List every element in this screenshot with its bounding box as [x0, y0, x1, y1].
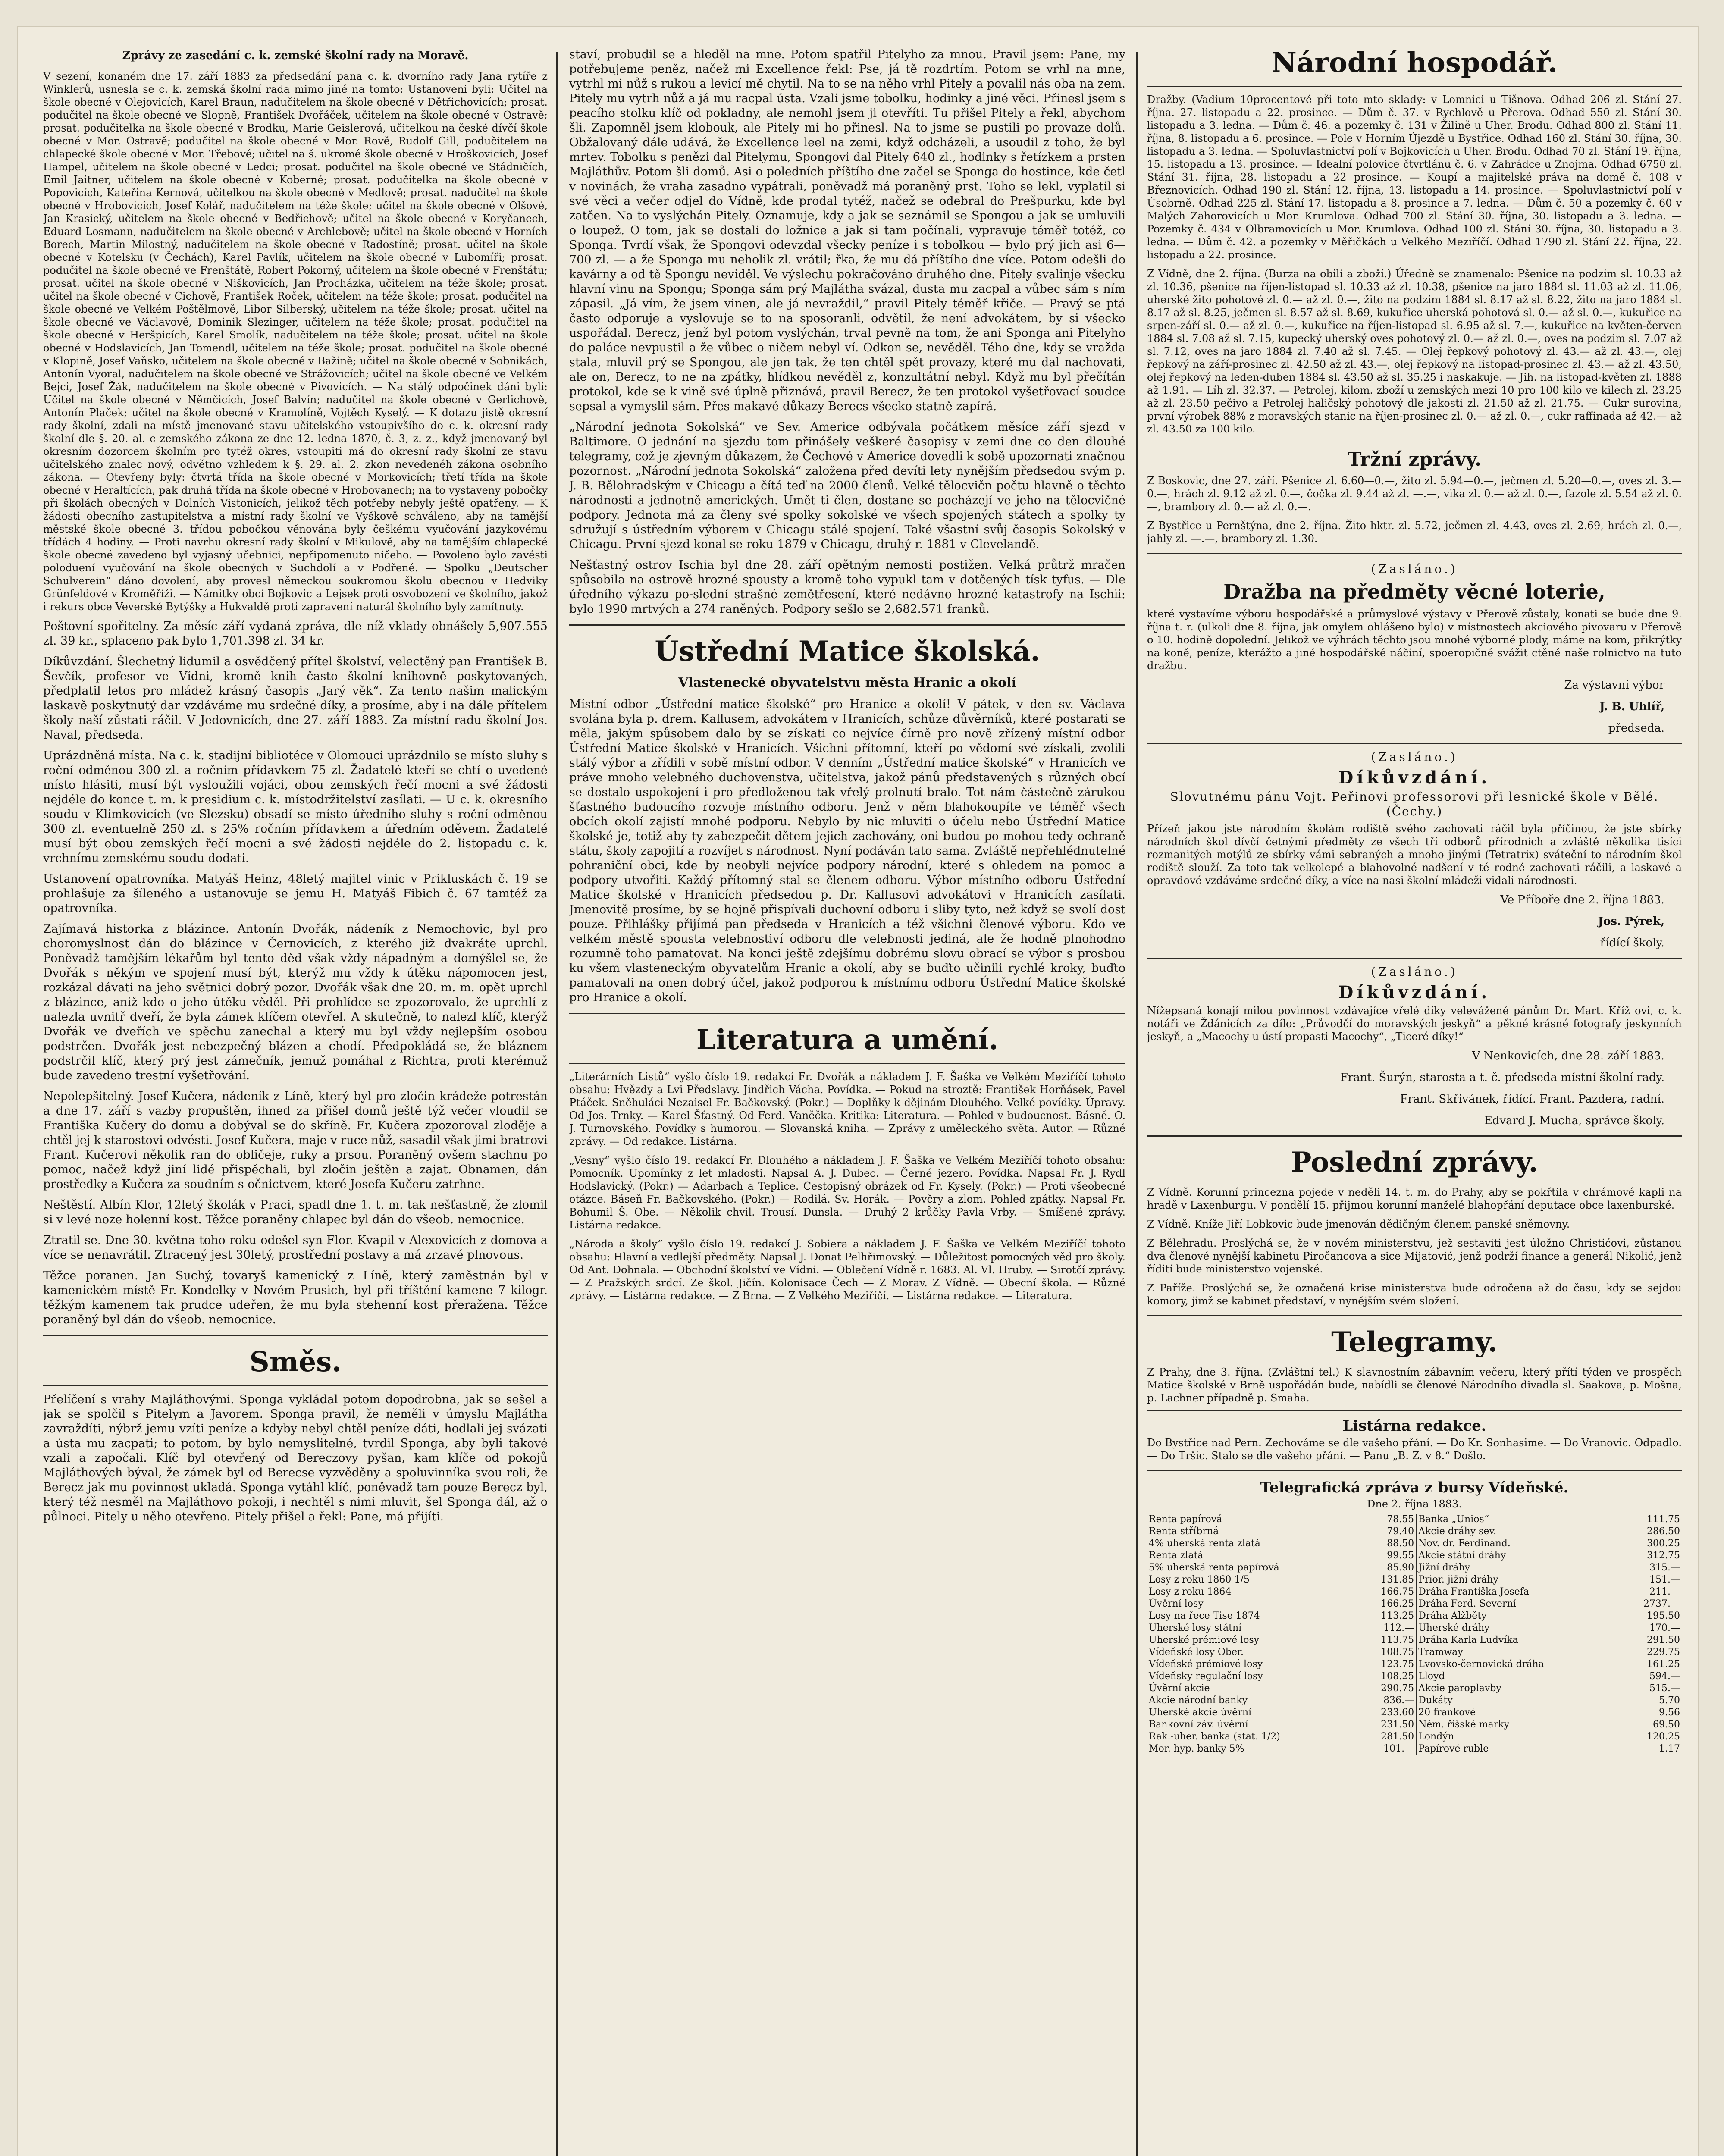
bourse-name-right: Akcie paroplavby	[1416, 1683, 1619, 1695]
guardian-note: Ustanovení opatrovníka. Matyáš Heinz, 48letý majitel vinic v Prikluskách č. 19 se prohlašuje za šíleného a ustanovuje se jemu H. Matyáš Fibich č. 67 tamtéž za opatrovníka.	[43, 872, 548, 915]
bourse-value-left: 85.90	[1387, 1562, 1414, 1573]
bourse-name-right: Dráha Františka Josefa	[1416, 1586, 1619, 1598]
bourse-value-left: 112.—	[1383, 1623, 1414, 1633]
bourse-value-right: 161.25	[1647, 1659, 1680, 1670]
signature-line: Frant. Šurýn, starosta a t. č. předseda místní školní rady.	[1340, 1071, 1664, 1084]
news-paris: Z Paříže. Proslýchá se, že označená krise ministerstva bude odročena až do času, kdy se sejdou komory, jimž se kabinet představí, v nynějším svém složení.	[1147, 1282, 1682, 1307]
signature-line: Ve Příboře dne 2. října 1883.	[1500, 893, 1664, 906]
divider	[1147, 1410, 1682, 1411]
news-vienna-2: Z Vídně. Kníže Jiří Lobkovic bude jmenován dědičným členem panské sněmovny.	[1147, 1218, 1570, 1230]
bourse-value-right: 211.—	[1649, 1586, 1680, 1597]
divider	[569, 1063, 1125, 1064]
bourse-name-left: Vídeňské losy Ober.	[1149, 1647, 1244, 1658]
bourse-row	[1147, 1550, 1682, 1562]
signature-line: Edvard J. Mucha, správce školy.	[1484, 1114, 1664, 1127]
bourse-value-right: 5.70	[1659, 1695, 1680, 1706]
signature-line: Frant. Skřivánek, řídící. Frant. Pazdera, radní.	[1400, 1093, 1664, 1106]
bourse-name-right: 20 frankové	[1416, 1707, 1619, 1719]
bourse-value-right: 9.56	[1659, 1707, 1680, 1718]
literary-listy-note: „Literárních Listů“ vyšlo číslo 19. redakcí Fr. Dvořák a nákladem J. F. Šaška ve Velkém Meziříčí tohoto obsahu: Hvězdy a Lvi Předslavy. Jindřich Vácha. Povídka. — Pokud na stroztě: František Horňásek, Pavel Ptáček. Sněhuláci Nezaisel Fr. Bačkovský. (Pokr.) — Doplňky k dějinám Dlouhého. Velké povídky. Úpravy. Od Jos. Trnky. — Karel Šťastný. Od Ferd. Vaněčka. Kritika: Literatura. — Pohled v budoucnost. Básně. O. J. Turnovského. Povídky s humorou. — Slovanská kniha. — Zprávy z uměleckého světa. Autor. — Různé zprávy. — Od redakce. Listárna.	[569, 1071, 1125, 1147]
bourse-row	[1147, 1646, 1682, 1658]
bourse-value-left: 113.25	[1381, 1611, 1414, 1621]
smes-heading: Směs.	[249, 1346, 342, 1378]
sokol-report: „Národní jednota Sokolská“ ve Sev. Americe odbývala počátkem měsíce září sjezd v Baltimore. O jednání na sjezdu tom přinášely veškeré časopisy v zemi dne co den dlouhé telegramy, což je zjevným důkazem, že Čechové v Americe dovedli k sobě upozornati značnou pozornost. „Národní jednota Sokolská“ založena před devíti lety nynějším předsedou svým p. J. B. Bělohradským v Chicagu a čítá teď na 2000 členů. Velké tělocvičn počtu hlavně o těchto národnosti a jednotně amerických. Umět ti člen, dostane se pocházejí ve jeho na tělocvičné podpory. Jednota má za členy své spolky sokolské ve všech spojených státech a spolky ty sdružují s ústředním výborem v Chicagu stálé spojení. Také všastní svůj časopis Sokolský v Chicagu. První sjezd konal se roku 1879 v Chicagu, druhý r. 1881 v Clevelandě.	[569, 420, 1125, 551]
bourse-row	[1147, 1731, 1682, 1743]
bourse-value-right: 515.—	[1649, 1683, 1680, 1694]
column-rule-right	[1136, 52, 1138, 2156]
bourse-name-right: Nov. dr. Ferdinand.	[1416, 1538, 1619, 1550]
matice-subheading: Vlastenecké obyvatelstvu města Hranic a okolí	[678, 675, 1016, 690]
bourse-row	[1147, 1586, 1682, 1598]
bourse-name-left: Bankovní záv. úvěrní	[1149, 1719, 1248, 1730]
bourse-name-left: Úvěrní akcie	[1149, 1683, 1210, 1694]
bourse-value-right: 151.—	[1649, 1574, 1680, 1585]
bourse-value-right: 594.—	[1649, 1671, 1680, 1682]
bourse-name-right: Banka „Unios“	[1416, 1514, 1619, 1526]
incorrigible-story: Nepolepšitelný. Josef Kučera, nádeník z Líně, který byl pro zločin krádeže potrestán a dne 17. září s vazby propuštěn, ihned za přišel domů ještě týž večer vloudil se Františka Kučery do domu a dobýval se do skříně. Fr. Kučera zpozoroval zloděje a chtěl jej k starostovi odvésti. Josef Kučera, maje v ruce nůž, sasadil však jimi bratrovi Frant. Kučerovi několik ran do obličeje, ruky a prsou. Poraněný ovšem stachnu po pomoc, načež když jiní lidé přispěchali, byl zločin ještěn a zajat. Obnamen, dán prostředky a Kučera za soudním s očnictvem, které Josefa Kučeru zatrhne.	[43, 1090, 548, 1191]
boskovice-prices: Z Boskovic, dne 27. září. Pšenice zl. 6.60—0.—, žito zl. 5.94—0.—, ječmen zl. 5.20—0.—, oves zl. 3.—0.—, hrách zl. 9.12 až zl. 0.—, čočka zl. 9.44 až zl. —.—, vika zl. 0.— až zl. 0.—, fazole zl. 5.54 až zl. 0.—, brambory zl. 0.— až zl. 0.—.	[1147, 475, 1682, 513]
bourse-row	[1147, 1707, 1682, 1719]
bourse-name-left: Vídeňsky regulační losy	[1149, 1671, 1263, 1682]
bourse-name-right: Jižní dráhy	[1416, 1562, 1619, 1574]
editorial-mailbox-heading: Listárna redakce.	[1342, 1417, 1486, 1435]
bourse-name-left: Renta papírová	[1149, 1514, 1222, 1525]
trial-report: Přelíčení s vrahy Majláthovými. Sponga vykládal potom dopodrobna, jak se sešel a jak se spolčil s Pitelym a Javorem. Sponga pravil, že neměli v úmyslu Majlátha zavraždíti, nýbrž jemu vzíti peníze a kdyby nebyl chtěl peníze dáti, hodlali jej svázati a ústa mu zacpati; to potom, by bylo nemyslitelné, tvrdil Sponga, aby byli takové vzali a započali. Klíč byl otevřený od Bereczovy pyšan, kam klíče od pokojů Majláthových býval, že zámek byl od Berecse vyzvěděny a spoluvinníka svou roli, že Berecz jak mu povinnost ukladá. Sponga vytáhl klíč, poněvadž tam pouze Berecz byl, který též nesměl na Majláthovo pokoji, i nechtěl s nimi mluvit, šel Sponga dál, až o půlnoci. Pitely u něho otevřeno. Pitely přišel a řekl: Pane, má přijíti.	[43, 1393, 548, 1523]
bourse-value-left: 88.50	[1387, 1538, 1414, 1549]
bourse-value-left: 231.50	[1381, 1719, 1414, 1730]
bourse-row	[1147, 1695, 1682, 1707]
bourse-name-left: Uherské losy státní	[1149, 1623, 1242, 1633]
bourse-value-right: 69.50	[1653, 1719, 1680, 1730]
bourse-value-left: 123.75	[1381, 1659, 1414, 1670]
bourse-name-left: Uherské akcie úvěrní	[1149, 1707, 1252, 1718]
asylum-story: Zajímavá historka z blázince. Antonín Dvořák, nádeník z Nemochovic, byl pro choromyslnost dán do blázince v Černovicích, z kterého již dvakráte uprchl. Poněvadž tamějším lékařům byl tento děd však vždy nápadným a domýšlel se, že Dvořák s někým ve spojení musí být, kterýž mu vždy k útěku nápomocen jest, rozkázal dávati na jeho světnici dobrý pozor. Dvořák však dne 20. m. m. opět uprchl z blázince, aniž kdo o jeho útěku věděl. Při prohlídce se zpozorovalo, že uprchlí z nalezla uvnitř dveří, že byla zámek klíčem otevřel. A skutečně, to nalezl klíč, kterýž Dvořák ve dveřích ve spěchu zanechal a který mu byl vždy nejlepším osobou podstrčen. Dvořák jest nebezpečný blázen a chodí. Předpokládá se, že bláznem podstrčil klíč, který prý jest zámečník, jemuž pomáhal z Richtra, proti kterémuž bude zavedeno trestní vyšetřování.	[43, 922, 548, 1082]
zaslano-label: (Zasláno.)	[1371, 965, 1458, 979]
bourse-value-right: 229.75	[1647, 1647, 1680, 1658]
bourse-value-left: 78.55	[1387, 1514, 1414, 1525]
accident-note: Neštěstí. Albín Klor, 12letý školák v Praci, spadl dne 1. t. m. tak nešťastně, že zlomil si v levé noze holenní kost. Těžce poraněny chlapec byl dán do všeob. nemocnice.	[43, 1198, 548, 1226]
news-vienna-1: Z Vídně. Korunní princezna pojede v neděli 14. t. m. do Prahy, aby se pokřtila v chrámové kapli na hradě v Laxenburgu. V pondělí 15. přijmou korunní manželé blahopřání deputace obce laxenburské.	[1147, 1186, 1682, 1211]
bourse-value-right: 300.25	[1647, 1538, 1680, 1549]
signature-role: řídící školy.	[1600, 937, 1664, 950]
bourse-date: Dne 2. října 1883.	[1367, 1498, 1462, 1510]
bourse-name-right: Tramway	[1416, 1646, 1619, 1658]
divider	[43, 1335, 548, 1336]
bourse-name-right: Akcie dráhy sev.	[1416, 1526, 1619, 1538]
market-heading: Tržní zprávy.	[1347, 448, 1482, 470]
bourse-name-right: Dráha Karla Ludvíka	[1416, 1634, 1619, 1646]
telegram-prague: Z Prahy, dne 3. října. (Zvláštní tel.) K slavnostním zábavním večeru, který přítí týden ve prospěch Matice školské v Brně uspořádán bude, nabídli se členové Národního divadla sl. Saakova, p. Mošna, p. Lachner případně p. Smaha.	[1147, 1366, 1682, 1404]
auctions-list: Dražby. (Vadium 10procentové při toto mto sklady: v Lomnici u Tišnova. Odhad 206 zl. Stání 27. října. 27. listopadu a 22. prosince. — Dům č. 37. v Rychlově u Přerova. Odhad 550 zl. Stání 30. listopadu a 3. ledna. — Dům č. 46. a pozemky č. 131 v Žilině u Uher. Brodu. Odhad 800 zl. Stání 11. října, 8. listopadu a 6. prosince. — Pole v Horním Újezdě u Bystřice. Odhad 160 zl. Stání 30. října, 30. listopadu a 3. ledna. — Spoluvlastnictví polí v Bojkovicích u Uher. Brodu. Odhad 70 zl. Stání 19. října, 15. listopadu a 13. prosince. — Idealní polovice čtvrtlánu č. 6. v Zahrádce u Znojma. Odhad 6750 zl. Stání 31. října, 28. listopadu a 22 prosince. — Koupí a majitelské práva na domě č. 108 v Březnovicích. Odhad 190 zl. Stání 12. října, 13. listopadu a 14. prosince. — Spoluvlastnictví polí v Úsobrně. Odhad 225 zl. Stání 17. listopadu a 8. prosince a 7. ledna. — Dům č. 50 a pozemky č. 60 v Malých Zahorovicích u Mor. Krumlova. Odhad 700 zl. Stání 30. října, 30. listopadu a 3. ledna. — Pozemky č. 434 v Olbramovicích u Mor. Krumlova. Odhad 100 zl. Stání 30. října, 30. listopadu a 3. ledna. — Dům č. 42. a pozemky v Měřičkách u Velkého Meziříčí. Odhad 1790 zl. Stání 22. října, 22. listopadu a 22. prosince.	[1147, 94, 1682, 261]
bourse-value-left: 131.85	[1381, 1574, 1414, 1585]
bourse-name-right: Akcie státní dráhy	[1416, 1550, 1619, 1562]
ischia-report: Nešťastný ostrov Ischia byl dne 28. září opětným nemosti postižen. Velká průtrž mračen spůsobila na ostrově hrozné spousty a kromě toho vypukl tam v dotčených tísk tyfus. — Dle úředního výkazu po-slední strašné zemětřesení, které nedávno hrozné katastrofy na Ischii: bylo 1990 mrtvých a 274 raněných. Podpory sešlo se 2,682.571 franků.	[569, 558, 1125, 616]
divider	[43, 1385, 548, 1386]
school-board-heading: Zprávy ze zasedání c. k. zemské školní rady na Moravě.	[122, 49, 469, 62]
signature-name: J. B. Uhlíř,	[1599, 700, 1664, 713]
thanks-heading: Díkůvzdání.	[1338, 768, 1491, 788]
matice-heading: Ústřední Matice školská.	[655, 635, 1040, 667]
bystrice-prices: Z Bystřice u Pernštýna, dne 2. října. Žito hktr. zl. 5.72, ječmen zl. 4.43, oves zl. 2.69, hrách zl. 0.—, jahly zl. —.—, brambory zl. 1.30.	[1147, 520, 1682, 545]
literature-heading: Literatura a umění.	[696, 1024, 999, 1056]
divider	[1147, 1470, 1682, 1471]
divider	[1147, 1315, 1682, 1316]
bourse-value-right: 111.75	[1647, 1514, 1680, 1525]
column-3	[1147, 47, 1682, 2156]
bourse-table	[1147, 1514, 1682, 1755]
divider	[1147, 86, 1682, 87]
divider	[569, 1013, 1125, 1014]
bourse-name-left: 5% uherská renta papírová	[1149, 1562, 1279, 1573]
newspaper-page	[17, 26, 1699, 2156]
divider	[1147, 958, 1682, 959]
telegrams-heading: Telegramy.	[1331, 1326, 1498, 1358]
bourse-name-left: Uherské prémiové losy	[1149, 1635, 1260, 1645]
vesna-note: „Vesny“ vyšlo číslo 19. redakcí Fr. Dlouhého a nákladem J. F. Šaška ve Velkém Meziříčí tohoto obsahu: Pomocník. Upomínky z let mladosti. Napsal A. J. Dubec. — Černé jezero. Povídka. Napsal Fr. J. Rydl Hodslavický. (Pokr.) — Adarbach a Teplice. Cestopisný obrázek od Fr. Kysely. (Pokr.) — Proti všeobecné otázce. Báseň Fr. Bačkovského. (Pokr.) — Rodilá. Sv. Horák. — Povčry a zlom. Pohled zpátky. Napsal Fr. Bohumil Š. Obe. — Několik chvil. Trousí. Dunsla. — Druhý 2 krůčky Pavla Vrby. — Smíšené zprávy. Listárna redakce.	[569, 1154, 1125, 1231]
bourse-value-left: 233.60	[1381, 1707, 1414, 1718]
bourse-value-right: 1.17	[1659, 1743, 1680, 1754]
bourse-value-left: 281.50	[1381, 1731, 1414, 1742]
bourse-value-left: 166.25	[1381, 1598, 1414, 1609]
news-belgrade: Z Bělehradu. Proslýchá se, že v novém ministerstvu, jež sestaviti jest úložno Christićovi, zůstanou dva členové nynější kabinetu Piročancova a sice Mijatović, jenž podrží finance a generál Nikolić, jenž řídití bude ministerstvo vojenské.	[1147, 1237, 1682, 1275]
bourse-name-left: Úvěrní losy	[1149, 1598, 1204, 1609]
bourse-row	[1147, 1574, 1682, 1586]
bourse-row	[1147, 1598, 1682, 1610]
bourse-value-left: 108.25	[1381, 1671, 1414, 1682]
column-rule-left	[556, 52, 558, 2156]
bourse-name-left: 4% uherská renta zlatá	[1149, 1538, 1260, 1549]
bourse-value-left: 108.75	[1381, 1647, 1414, 1658]
missing-note: Ztratil se. Dne 30. května toho roku odešel syn Flor. Kvapil v Alexovicích z domova a více se nenavrátil. Ztracený jest 30letý, prostřední postavy a má zrzavé plnovous.	[43, 1234, 548, 1262]
bourse-value-right: 291.50	[1647, 1635, 1680, 1645]
trial-report-continued: staví, probudil se a hleděl na mne. Potom spatřil Pitelyho za mnou. Pravil jsem: Pane, my potřebujeme peněz, načež mi Excellence řekl: Pse, já tě rozdrtím. Potom se vrhl na mne, vytrhl mi nůž s rukou a levicí mě chytil. Na to se na něho vrhl Pitely a povalil nás oba na zem. Pitely mu vytrh nůž a já mu racpal ústa. Vzali jsme tobolku, hodinky a jiné věci. Přinesl jsem s peacího stolku klíč od pokladny, ale nemohl jsem ji otevříti. Tu přišel Pitely a řekl, abychom šli. Zapomněl jsem klobouk, ale Pitely mi ho přinesl. Na to jsme se pustili po provaze dolů. Obžalovaný dále udává, že Excellence leel na zemi, když odcházeli, a usoudil z toho, že byl mrtev. Tobolku s penězi dal Pitelymu, Spongovi dal Pitely 640 zl., hodinky s řetízkem a prsten Majláthův. Potom šli domů. Asi o poledních příštího dne začel se Sponga do hostince, kde četl v novinách, že vraha zasadno vypátrali, poněvadž má poraněný prst. Toho se lekl, vyplatil si své věci a večer odjel do Vídně, kde prodal tytéž, načež se odebral do Prešpurku, kde byl zatčen. Na to vyslýchán Pitely. Oznamuje, kdy a jak se seznámil se Spongou a jak se umluvili o loupež. O tom, jak se dostali do ložnice a jak si tam počínali, vypravuje téměř totéž, co Sponga. Tvrdí však, že Spongovi odevzdal všecky peníze i s tobolkou — bylo prý jich asi 6—700 zl. — a že Sponga mu neholik zl. vrátil; řka, že mu dá příštího dne více. Potom odešli do kavárny a od tě Spongu neviděl. Ve výslechu pokračováno druhého dne. Pitely svalinje všecku hlavní vinu na Spongu; Sponga sám prý Majlátha svázal, dusta mu zacpal a vůbec sám s ním zápasil. „Já vím, že jsem vinen, ale já nevraždil,“ pravil Pitely téměř křiče. — Pravý se ptá často odporuje a vyslovuje se to na sposoranli, odvětil, že není advokátem, by si všecko uspořádal. Berecz, jenž byl potom vyslýchán, trval pevně na tom, že ani Sponga ani Pitelyho do paláce nevpustil a že vůbec o ničem nebyl ví. Odkon se, nevěděl. Tého dne, kdy se vražda stala, mluvil prý se Spongou, ale jen tak, že ten chtěl spět provazy, které mu dal nachovati, ale on, Berecz, to ne na zpátky, hlídkou nevěděl z, konzultátní nebyl. Když mu byl přečítán protokol, kde se k vině své úplně přiznává, pravil Berecz, že ten protokol vyšetřovací soudce sepsal a vymyslil sám. Přes makavé důkazy Berecs všecko statně zapírá.	[569, 48, 1125, 413]
latest-news-heading: Poslední zprávy.	[1291, 1146, 1538, 1178]
economy-heading: Národní hospodář.	[1271, 47, 1558, 79]
bourse-name-left: Renta stříbrná	[1149, 1526, 1219, 1537]
bourse-row	[1147, 1719, 1682, 1731]
bourse-value-left: 290.75	[1381, 1683, 1414, 1694]
lottery-auction-text: které vystavíme výboru hospodářské a průmyslové výstavy v Přerově zůstaly, konati se bude dne 9. října t. r. (ulkoli dne 8. října, jak omylem ohlášeno bylo) v místnostech akciového pivovaru v Přerově o 10. hodině dopolední. Jelikož ve výhrách těchto jsou mnohé výborné plody, máme na kom, přikrýtky na koně, peníze, kterážto a jiné hospodářské náčiní, spoeropičné svážit ctěné naše rolnictvo na tuto dražbu.	[1147, 608, 1682, 672]
bourse-row	[1147, 1514, 1682, 1526]
bourse-name-left: Losy z roku 1860 1/5	[1149, 1574, 1250, 1585]
divider	[569, 624, 1125, 626]
bourse-name-right: Lloyd	[1416, 1670, 1619, 1683]
thanks-heading-2: Díkůvzdání.	[1338, 982, 1491, 1003]
bourse-row	[1147, 1634, 1682, 1646]
bourse-value-right: 315.—	[1649, 1562, 1680, 1573]
signature-name: Jos. Pýrek,	[1598, 915, 1664, 928]
bourse-row	[1147, 1610, 1682, 1622]
bourse-row	[1147, 1670, 1682, 1683]
bourse-value-right: 120.25	[1647, 1731, 1680, 1742]
bourse-row	[1147, 1526, 1682, 1538]
school-board-report: V sezení, konaném dne 17. září 1883 za předsedání pana c. k. dvorního rady Jana rytíře z Winklerů, usnesla se c. k. zemská školní rada mimo jiné na tomto: Ustanoveni byli: Učitel na škole obecné v Olejovicích, Karel Braun, nadučitelem na škole obecné v Dětřichovicích; prosat. podučitel na škole obecné ve Slopně, František Dvořáček, učitelem na škole obecné v Ostravě; prosat. podučitelka na škole obecné v Brodku, Marie Geislerová, učitelkou na české dívčí škole obecné v Mor. Ostravě; podučitel na škole obecné v Mor. Rově, Rudolf Gill, podučitelem na chlapecké škole obecné v Mor. Třebové; učitel na š. ukromé škole obecné v Hroškovicích, Josef Hampel, učitelem na škole obecné v Ledci; prosat. podučitel na škole obecné ve Stádničích, Emil Jaitner, učitelem na škole obecné v Koberné; prosat. podučitelka na škole obecné v Popovicích, Kateřina Kernová, učitelkou na škole obecné v Medlově; prosat. nadučitel na škole obecné v Hrobovicích, Josef Kolář, nadučitelem na téže škole; učitel na škole obecné v Olšové, Jan Krasický, učitelem na škole obecné v Bedřichově; učitel na škole obecné v Koryčanech, Eduard Losmann, nadučitelem na škole obecné v Archlebově; učitel na škole obecné v Horních Borech, Martin Milostný, nadučitelem na škole obecné v Radostíně; prosat. učitel na škole obecné v Kotelsku (v Čechách), Karel Pavlík, učitelem na škole obecné v Lubomíři; prosat. podučitel na škole obecné ve Frenštátě, Robert Pokorný, učitelem na škole obecné v Frenštátu; prosat. učitel na škole obecné v Niškovicích, Jan Procházka, učitelem na téže škole; prosat. učitel na škole obecné v Cichově, František Roček, učitelem na téže škole; prosat. podučitel na škole obecné ve Velkém Poštělmově, Libor Silberský, učitelem na téže škole; prosat. učitel na škole obecné ve Václavově, Dominik Slezinger, učitelem na téže škole; prosat. podučitel na škole obecné v Heršpicích, Karel Smolík, nadučitelem na téže škole; prosat. učitel na škole obecné v Hodslavicích, Jan Tomendl, učitelem na téže škole; prosat. podučitel na škole obecné v Klopině, Josef Vaňsko, učitelem na škole obecné v Bažině; učitel na škole obecné v Sobnikách, Antonín Vyoral, nadučitelem na škole obecné ve Strážovicích; učitel na škole obecné ve Velkém Bejci, Josef Žák, nadučitelem na škole obecné v Pivovicích. — Na stálý odpočinek dáni byli: Učitel na škole obecné v Němčicích, Josef Balvín; nadučitel na škole obecné v Gerlichově, Antonín Plaček; učitel na škole obecné v Kramolíně, Vojtěch Kyselý. — K dotazu jistě okresní rady školní, zdali na místě jmenované stavu učitelského vstoupivšího do c. k. okresní rady školní dle §. 20. al. c zemského zákona ze dne 12. ledna 1870, č. 3, z. z., když jmenovaný byl okresním dozorcem školním pro tytéž okres, vstoupiti má do okresní rady školní ze stavu učitelského znalec nový, odvětno vzhledem k §. 29. al. 2. zkon nevedenéh zákona osobního zákona. — Otevřeny byly: čtvrtá třída na škole obecné v Morkovicích; třetí třída na škole obecné v Heraltících, pak druhá třída na škole obecné v Hrobovanech; na to vystaveny pobočky při školách obecných v Dolních Vistonicích, jelikož těch potřeby nebyly ještě opatřeny. — K žádosti obecního zastupitelstva a místní rady školní ve Vyškově schváleno, aby na tamější městské škole obecné 3. třídou pobočkou věnována byly češkému vyučování jazykovému třídách 4 hodiny. — Proti navrhu okresní rady školní v Mikulově, aby na tamějším chlapecké škole obecné zavedeno byl vyjasný učebnici, nepřipomenuto ničeho. — Povoleno bylo zavésti poloduení vyučování na škole obecných v Suchdolí a v Podřené. — Spolku „Deutscher Schulverein“ dáno dovolení, aby provesl německou soukromou školu obecnou v Hedviky Grünfeldové v Kroměříži. — Námitky obcí Bojkovic a Lejsek proti osvobození ve školního, jakož i rekurs obce Veverské Bytýšky a Hukvaldě proti zapravení naturál školního byly zamítnuty.	[43, 70, 548, 613]
bourse-value-left: 99.55	[1387, 1550, 1414, 1561]
thanks-text: Přízeň jakou jste národním školám rodiště svého zachovati ráčil byla příčinou, že jste sbírky národních škol dívčí četnými předměty ze všech tří odborů přírodních a zvláště několika tisíci rozmanitých motýlů ze sbírky vámi sebraných a mnoho jinými (Tetratrix) sváteční to národním škol rodiště slouží. Za toto tak velkolepé a blahovolné nadšení v té rodné zachovati ráčili, a laskavé a opravdové vzdáváme srdečné díky, a více na nasi školní mládeži vidali národnosti.	[1147, 823, 1682, 887]
bourse-name-left: Vídeňské prémiové losy	[1149, 1659, 1263, 1670]
bourse-row	[1147, 1538, 1682, 1550]
bourse-name-right: Lvovsko-černovická dráha	[1416, 1658, 1619, 1670]
bourse-name-left: Rak.-uher. banka (stat. 1/2)	[1149, 1731, 1280, 1742]
bourse-value-left: 101.—	[1383, 1743, 1414, 1754]
lottery-auction-heading: Dražba na předměty věcné loterie,	[1223, 580, 1605, 603]
bourse-value-left: 79.40	[1387, 1526, 1414, 1537]
signature-role: předseda.	[1608, 722, 1664, 735]
bourse-heading: Telegrafická zpráva z bursy Vídeňské.	[1260, 1479, 1569, 1496]
signature-line: Za výstavní výbor	[1564, 679, 1664, 692]
bourse-row	[1147, 1562, 1682, 1574]
vienna-exchange-report: Z Vídně, dne 2. října. (Burza na obilí a zboží.) Úředně se znamenalo: Pšenice na podzim sl. 10.33 až zl. 10.36, pšenice na říjen-listopad sl. 10.33 až zl. 10.38, pšenice na jaro 1884 sl. 11.03 až zl. 11.06, uherské žito pohotové zl. 0.— až zl. 0.—, žito na podzim 1884 sl. 8.17 až sl. 8.22, žito na jaro 1884 sl. 8.17 až sl. 8.25, ječmen sl. 8.57 až sl. 8.69, kukuřice uherská pohotová sl. 0.— až sl. 0.—, kukuřice na srpen-září sl. 0.— až zl. 0.—, kukuřice na říjen-listopad sl. 6.95 až sl. 7.—, kukuřice na květen-červen 1884 sl. 7.08 až sl. 7.15, kupecký uherský oves pohotový zl. 0.— až zl. 0.—, oves na podzim sl. 7.07 až sl. 7.12, oves na jaro 1884 zl. 7.40 až sl. 7.45. — Olej řepkový pohotový zl. 43.— až zl. 43.—, olej řepkový na září-prosinec zl. 42.50 až zl. 43.—, olej řepkový na listopad-prosinec zl. 43.— až zl. 43.50, olej řepkový na leden-duben 1884 sl. 43.50 až sl. 35.25 i naskakuje. — Jih. na listopad-květen zl. 1888 až 1.91. — Líh zl. 32.37. — Petrolej, kilom. zboží u zemských mezi 10 pro 100 kilo ve kilech zl. 23.25 až zl. 23.50 pečivo a Petrolej haličský pohotový dle jakosti zl. 21.50 až zl. 21.75. — Cukr surovina, první výrobek 88% z moravských stanic na říjen-prosinec zl. 0.— až zl. 0.—, cukr raffinada až 42.— až zl. 43.50 za 100 kilo.	[1147, 268, 1682, 435]
bourse-value-right: 286.50	[1647, 1526, 1680, 1537]
column-1	[43, 47, 548, 2156]
bourse-row	[1147, 1743, 1682, 1755]
bourse-name-right: Něm. říšské marky	[1416, 1719, 1619, 1731]
column-2	[569, 47, 1125, 2156]
thanks-subheading: Slovutnému pánu Vojt. Peřinovi professorovi při lesnické škole v Bělé. (Čechy.)	[1170, 790, 1659, 818]
bourse-name-left: Losy z roku 1864	[1149, 1586, 1232, 1597]
bourse-name-right: Prior. jižní dráhy	[1416, 1574, 1619, 1586]
bourse-row	[1147, 1622, 1682, 1634]
bourse-name-left: Mor. hyp. banky 5%	[1149, 1743, 1244, 1754]
bourse-row	[1147, 1658, 1682, 1670]
bourse-name-right: Dráha Alžběty	[1416, 1610, 1619, 1622]
zaslano-label: (Zasláno.)	[1371, 562, 1458, 576]
thanks-note: Díkůvzdání. Šlechetný lidumil a osvědčený přítel školství, velectěný pan František B. Ševčík, profesor ve Vídni, kromě knih často školní knihovně poskytovaných, předplatil letos pro mládež krásný časopis „Jarý věk“. Za tento našim malickým laskavě poskytnutý dar vzdáváme mu srdečné díky, a prosíme, aby i na dále přítelem školy naší zůstati ráčil. V Jedovnicích, dne 27. září 1883. Za místní radu školní Jos. Naval, předseda.	[43, 655, 548, 742]
bourse-name-right: Dráha Ferd. Severní	[1416, 1598, 1619, 1610]
bourse-value-left: 113.75	[1381, 1635, 1414, 1645]
editorial-mailbox-text: Do Bystřice nad Pern. Zechováme se dle vašeho přání. — Do Kr. Sonhasime. — Do Vranovic. Odpadlo. — Do Tršic. Stalo se dle vašeho přání. — Panu „B. Z. v 8.“ Došlo.	[1147, 1437, 1682, 1462]
bourse-name-left: Renta zlatá	[1149, 1550, 1204, 1561]
bourse-value-left: 836.—	[1383, 1695, 1414, 1706]
bourse-value-left: 166.75	[1381, 1586, 1414, 1597]
bourse-value-right: 312.75	[1647, 1550, 1680, 1561]
bourse-value-right: 195.50	[1647, 1611, 1680, 1621]
bourse-name-left: Akcie národní banky	[1149, 1695, 1248, 1706]
bourse-name-right: Papírové ruble	[1416, 1743, 1619, 1755]
divider	[1147, 1135, 1682, 1137]
zaslano-label: (Zasláno.)	[1371, 750, 1458, 764]
thanks-text-2: Nížepsaná konají milou povinnost vzdávajíce vřelé díky velevážené pánům Dr. Mart. Kříž ovi, c. k. notáři ve Ždánicích za dílo: „Průvodčí do moravských jeskyň“ a pěkné krásné fotografy jeskynních jeskyň, a „Macochy u ústí propasti Macochy“, „Ticeré díky!“	[1147, 1005, 1682, 1043]
bourse-row	[1147, 1683, 1682, 1695]
bourse-value-right: 2737.—	[1643, 1598, 1680, 1609]
bourse-name-left: Losy na řece Tise 1874	[1149, 1611, 1260, 1621]
vacancies-note: Uprázdněná místa. Na c. k. stadijní bibliotéce v Olomouci uprázdnilo se místo sluhy s roční odměnou 300 zl. a ročním přídavkem 75 zl. Žadatelé kteří se chtí o uvedené místo hlásiti, musí být vysloužili vojáci, obou zemských řečí mocni a své žádosti nejdéle do konce t. m. k presidium c. k. místodržitelství zasílati. — U c. k. okresního soudu v Klimkovicích (ve Slezsku) obsadí se místo úředního sluhy s roční odměnou 300 zl. eventuelně 250 zl. s 25% ročním přídavkem a úředním oděvem. Žadatelé musí být obou zemských řečí mocni a své žádosti nejdéle do 2. listopadu c. k. vrchnímu zemskému soudu dodati.	[43, 749, 548, 865]
signature-line: V Nenkovicích, dne 28. září 1883.	[1472, 1050, 1664, 1062]
divider	[1147, 743, 1682, 744]
injury-note: Těžce poranen. Jan Suchý, tovaryš kamenický z Líně, který zaměstnán byl v kamenickém místě Fr. Kondelky v Novém Prusich, byl při tříštění kamene 7 kilogr. těžkým kamenem tak prudce udeřen, že mu byla stehenní kost přeražena. Těžce poraněný byl dán do všeob. nemocnice.	[43, 1269, 548, 1326]
narod-a-skola-note: „Národa a školy“ vyšlo číslo 19. redakcí J. Sobiera a nákladem J. F. Šaška ve Velkém Meziříčí tohoto obsahu: Hlavní a vedlejší předměty. Napsal J. Donat Pelhřimovský. — Důležitost pomocných věd pro školy. Od Ant. Dohnala. — Obchodní školství ve Vídni. — Oblečení Vídně r. 1683. Al. Vl. Hruby. — Sirotčí zprávy. — Z Pražských srdcí. Ze škol. Jičín. Kolonisace Čech — Z Morav. Z Vídně. — Obecní škola. — Různé zprávy. — Listárna redakce. — Z Brna. — Z Velkého Meziříčí. — Listárna redakce. — Literatura.	[569, 1238, 1125, 1302]
savings-bank-note: Poštovní spořitelny. Za měsíc září vydaná zpráva, dle níž vklady obnášely 5,907.555 zl. 39 kr., splaceno pak bylo 1,701.398 zl. 34 kr.	[43, 620, 548, 648]
divider	[1147, 553, 1682, 554]
bourse-name-right: Uherské dráhy	[1416, 1622, 1619, 1634]
bourse-name-right: Dukáty	[1416, 1695, 1619, 1707]
bourse-value-right: 170.—	[1649, 1623, 1680, 1633]
bourse-name-right: Londýn	[1416, 1731, 1619, 1743]
matice-appeal: Místní odbor „Ústřední matice školské“ pro Hranice a okolí! V pátek, v den sv. Václava svolána byla p. drem. Kallusem, advokátem v Hranicích, schůze důvěrníků, které postarati se měla, jakým spůsobem dalo by se získati co nejvíce čírně pro nově zřízený místní odbor Ústřední Matice školské v Hranicích. Všichni přítomní, kteří po vědomí své získali, zvolili stálý výbor a zřídili v sobě místní odbor. V denním „Ústřední matice školské“ v Hranicích ve práve mnoho velebného duchovenstva, učitelstva, jakož pánů představených s různých obcí se dostalo uspokojení i pro předloženou tak vřelý prolnutí bralo. Tot nám částečně zárukou šťastného budoucího rozvoje místního odboru. Jenž v něm blahokoupíte ve téměř všech obcích okolí zajistí mnohé podporu. Nebylo by nic mluviti o účelu nebo Ústřední Matice školské je, totiž aby ty zabezpečit dětem jejich zachovány, oni budou po mohou tedy ochraně státu, školy zapojití a rozvíjet s národnost. Nyní podáván tato sama. Zvláště nepřehlédnutelné pohraniční obci, kde by neobyli nejvíce podpory národní, které s ohledem na pomoc a podpory utvořiti. Každý přítomný stal se členem odboru. Výbor místního odboru Ústřední Matice školské v Hranicích předsedou p. Dr. Kallusovi advokátovi v Hranicích zasílati. Jmenovitě prosíme, by se hojně přispívali duchovní odboru i sliby tyto, než když se svolí dost pouze. Přihlášky přijímá pan předseda v Hranicích a též všichni členové výboru. Kdo ve velkém městě spousta velebnostiví odboru dle velebnosti jediná, ale že hodně plnohodno rozumně toho pamatovat. Na konci ještě zdejšímu dobrému slovu obrací se výbor s prosbou ku všem vlasteneckým obyvatelům Hranic a okolí, aby se buďto učinili rychlé kroky, buďto pamatovali na onen dobrý účel, jakož podporou k místnímu odboru Ústřední Matice školské pro Hranice a okolí.	[569, 698, 1125, 1004]
